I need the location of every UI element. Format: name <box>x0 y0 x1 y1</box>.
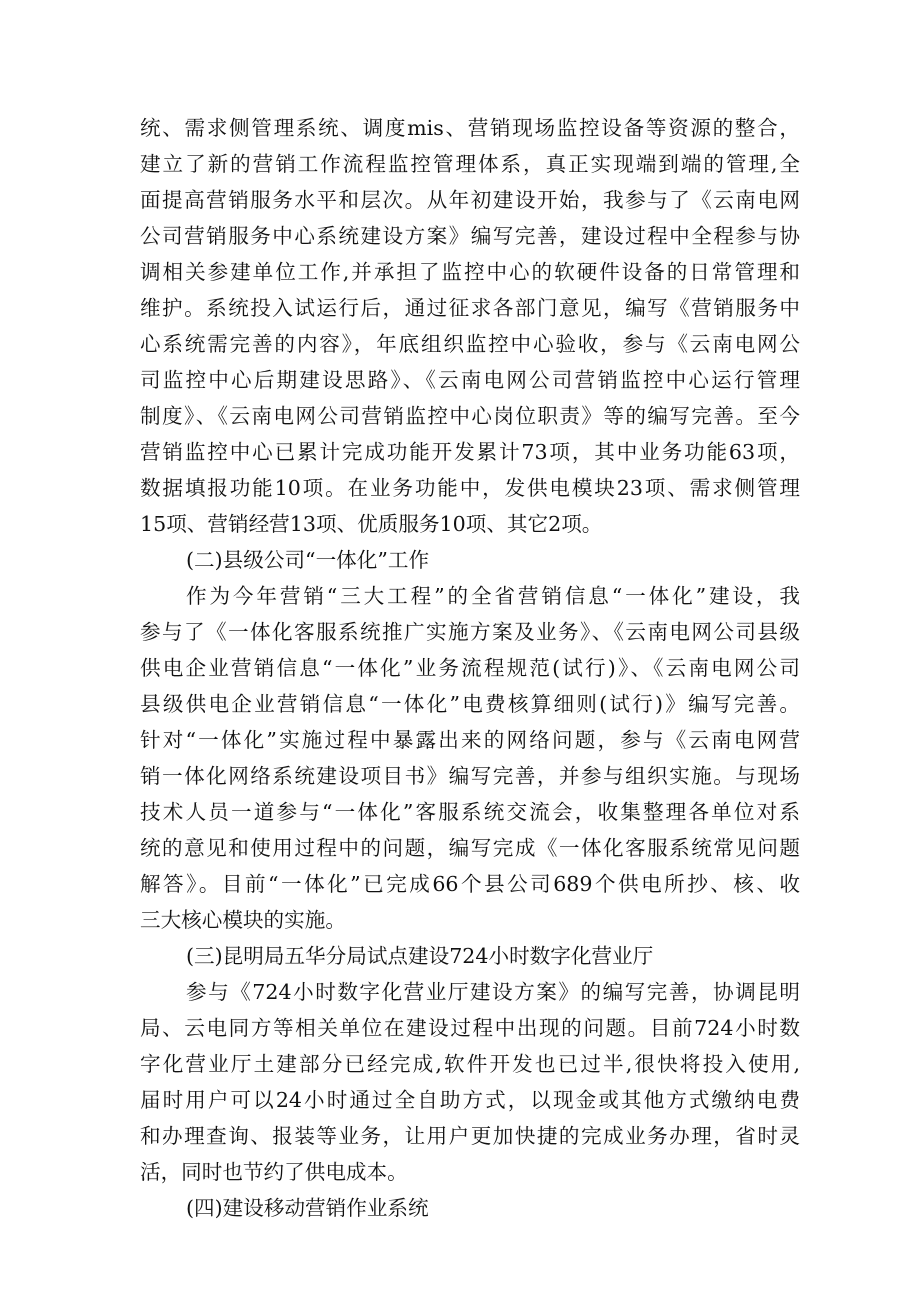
body-text-line: 届时用户可以24小时通过全自助方式，以现金或其他方式缴纳电费 <box>140 1088 800 1112</box>
body-text-line: 局、云电同方等相关单位在建设过程中出现的问题。目前724小时数 <box>140 1016 800 1040</box>
body-text-line: 作为今年营销“三大工程”的全省营销信息“一体化”建设，我 <box>186 584 800 608</box>
body-text-line: 统的意见和使用过程中的问题，编写完成《一体化客服系统常见问题 <box>140 836 800 860</box>
body-text-line: 建立了新的营销工作流程监控管理体系，真正实现端到端的管理,全 <box>140 152 800 176</box>
body-text-line: 活，同时也节约了供电成本。 <box>140 1160 408 1184</box>
body-text-line: 技术人员一道参与“一体化”客服系统交流会，收集整理各单位对系 <box>140 800 800 824</box>
section-heading: (三)昆明局五华分局试点建设724小时数字化营业厅 <box>186 944 654 968</box>
section-heading: (二)县级公司“一体化”工作 <box>186 548 430 572</box>
body-text-line: 数据填报功能10项。在业务功能中，发供电模块23项、需求侧管理 <box>140 476 800 500</box>
body-text-line: 维护。系统投入试运行后，通过征求各部门意见，编写《营销服务中 <box>140 296 800 320</box>
body-text-line: 字化营业厅土建部分已经完成,软件开发也已过半,很快将投入使用, <box>140 1052 800 1076</box>
body-text-line: 调相关参建单位工作,并承担了监控中心的软硬件设备的日常管理和 <box>140 260 800 284</box>
body-text-line: 参与《724小时数字化营业厅建设方案》的编写完善，协调昆明 <box>186 980 800 1004</box>
body-text-line: 解答》。目前“一体化”已完成66个县公司689个供电所抄、核、收 <box>140 872 800 896</box>
body-text-line: 三大核心模块的实施。 <box>140 908 346 932</box>
body-text-line: 15项、营销经营13项、优质服务10项、其它2项。 <box>140 512 603 536</box>
body-text-line: 县级供电企业营销信息“一体化”电费核算细则(试行)》编写完善。 <box>140 692 800 716</box>
body-text-line: 针对“一体化”实施过程中暴露出来的网络问题，参与《云南电网营 <box>140 728 800 752</box>
body-text-line: 供电企业营销信息“一体化”业务流程规范(试行)》、《云南电网公司 <box>140 656 800 680</box>
body-text-line: 销一体化网络系统建设项目书》编写完善，并参与组织实施。与现场 <box>140 764 800 788</box>
body-text-line: 统、需求侧管理系统、调度mis、营销现场监控设备等资源的整合， <box>140 116 800 140</box>
body-text-line: 参与了《一体化客服系统推广实施方案及业务》、《云南电网公司县级 <box>140 620 800 644</box>
body-text-line: 公司营销服务中心系统建设方案》编写完善，建设过程中全程参与协 <box>140 224 800 248</box>
body-text-line: 营销监控中心已累计完成功能开发累计73项，其中业务功能63项， <box>140 440 800 464</box>
body-text-line: 司监控中心后期建设思路》、《云南电网公司营销监控中心运行管理 <box>140 368 800 392</box>
body-text-line: 和办理查询、报装等业务，让用户更加快捷的完成业务办理，省时灵 <box>140 1124 800 1148</box>
body-text-line: 制度》、《云南电网公司营销监控中心岗位职责》等的编写完善。至今 <box>140 404 800 428</box>
section-heading: (四)建设移动营销作业系统 <box>186 1196 429 1220</box>
body-text-line: 面提高营销服务水平和层次。从年初建设开始，我参与了《云南电网 <box>140 188 800 212</box>
body-text-line: 心系统需完善的内容》，年底组织监控中心验收，参与《云南电网公 <box>140 332 800 356</box>
